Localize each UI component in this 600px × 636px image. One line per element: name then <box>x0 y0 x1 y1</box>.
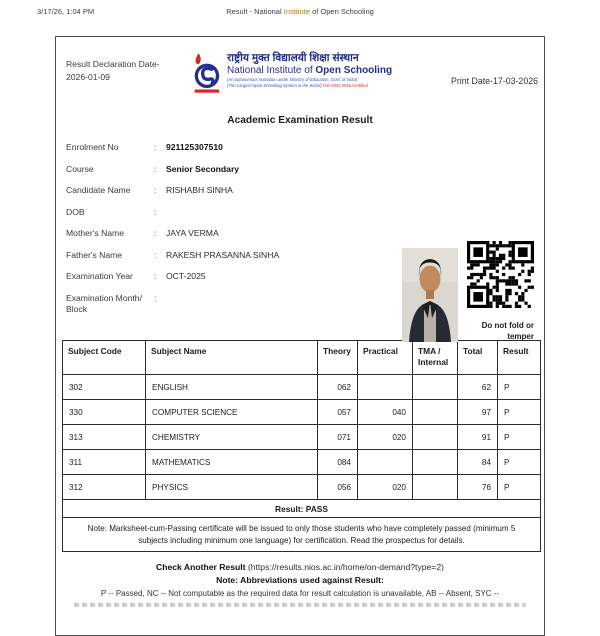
col-theory: Theory <box>318 341 358 375</box>
certificate-note-row <box>63 518 541 552</box>
col-tma-internal: TMA / Internal <box>413 341 458 375</box>
detail-row-exam-year: Examination Year : OCT-2025 <box>66 271 206 281</box>
abbreviations-text: P -- Passed, NC -- Not computable as the required data for result calculation is unavailable, AB -- Absent, SYC -- <box>100 589 500 598</box>
marks-table <box>62 340 541 552</box>
overall-result: Result: PASS <box>63 500 541 518</box>
org-tagline-2: (The Largest Open Schooling System in the World) ISO 9001:2015 Certified <box>227 82 368 88</box>
nios-logo-block <box>190 52 428 99</box>
detail-row-mother-name: Mother's Name : JAYA VERMA <box>66 228 219 238</box>
candidate-name: RISHABH SINHA <box>166 185 233 195</box>
detail-row-candidate-name: Candidate Name : RISHABH SINHA <box>66 185 233 195</box>
col-practical: Practical <box>358 341 413 375</box>
org-tagline-1: (An autonomous institution under Ministry of Education, Govt. of India) <box>227 77 358 82</box>
print-date: Print Date-17-03-2026 <box>450 76 538 86</box>
detail-row-dob: DOB : <box>66 206 157 217</box>
father-name: RAKESH PRASANNA SINHA <box>166 249 280 260</box>
detail-row-exam-month-block: Examination Month/ Block : <box>66 292 157 314</box>
detail-row-father-name: Father's Name : RAKESH PRASANNA SINHA <box>66 249 280 260</box>
verification-qr-icon <box>467 241 534 308</box>
overall-result-row <box>63 500 541 518</box>
org-name-english: National Institute of Open Schooling <box>227 65 393 76</box>
document-header <box>62 52 538 99</box>
qr-block <box>467 241 534 342</box>
org-name-text <box>227 52 392 99</box>
table-row: 330 COMPUTER SCIENCE 057 040 97 P <box>63 400 541 425</box>
clipped-text-line <box>74 603 526 607</box>
check-another-result <box>62 562 538 572</box>
check-another-result-link[interactable]: Check Another Result <box>156 562 246 572</box>
table-row: 302 ENGLISH 062 62 P <box>63 375 541 400</box>
print-timestamp: 3/17/26, 1:04 PM <box>37 7 95 16</box>
mother-name: JAYA VERMA <box>166 228 219 238</box>
detail-row-enrolment: Enrolment No : 921125307510 <box>66 142 223 152</box>
abbreviations-heading: Note: Abbreviations used against Result: <box>216 575 384 585</box>
org-name-hindi: राष्ट्रीय मुक्त विद्यालयी शिक्षा संस्थान <box>227 52 359 64</box>
certificate-note: Note: Marksheet-cum-Passing certificate will be issued to only those students who have completely passed (minimum 5 subjects including minimum one language) for certification. Read the prospectus for details. <box>63 518 541 552</box>
col-subject-code: Subject Code <box>63 341 146 375</box>
result-document <box>55 36 545 636</box>
page-title: Result - National Institute of Open Schooling <box>226 7 374 16</box>
result-declaration-date: Result Declaration Date- 2026-01-09 <box>66 59 160 82</box>
nios-emblem-icon <box>190 52 222 99</box>
document-title: Academic Examination Result <box>227 115 373 126</box>
qr-caption: Do not fold or temper <box>481 321 534 341</box>
col-result: Result <box>498 341 541 375</box>
check-another-result-url: (https://results.nios.ac.in/home/on-demand?type=2) <box>245 562 444 572</box>
course-value: Senior Secondary <box>166 163 240 174</box>
exam-year-value: OCT-2025 <box>166 271 206 281</box>
photo-and-qr <box>402 241 534 347</box>
browser-print-header <box>0 7 600 21</box>
table-row: 313 CHEMISTRY 071 020 91 P <box>63 425 541 450</box>
candidate-photo <box>402 241 458 347</box>
enrolment-number: 921125307510 <box>166 142 223 152</box>
highlighted-word: Institute <box>283 7 310 16</box>
col-subject-name: Subject Name <box>146 341 318 375</box>
detail-row-course: Course : Senior Secondary <box>66 163 240 174</box>
col-total: Total <box>458 341 498 375</box>
table-row: 311 MATHEMATICS 084 84 P <box>63 450 541 475</box>
candidate-details <box>62 142 538 341</box>
table-row: 312 PHYSICS 056 020 76 P <box>63 475 541 500</box>
